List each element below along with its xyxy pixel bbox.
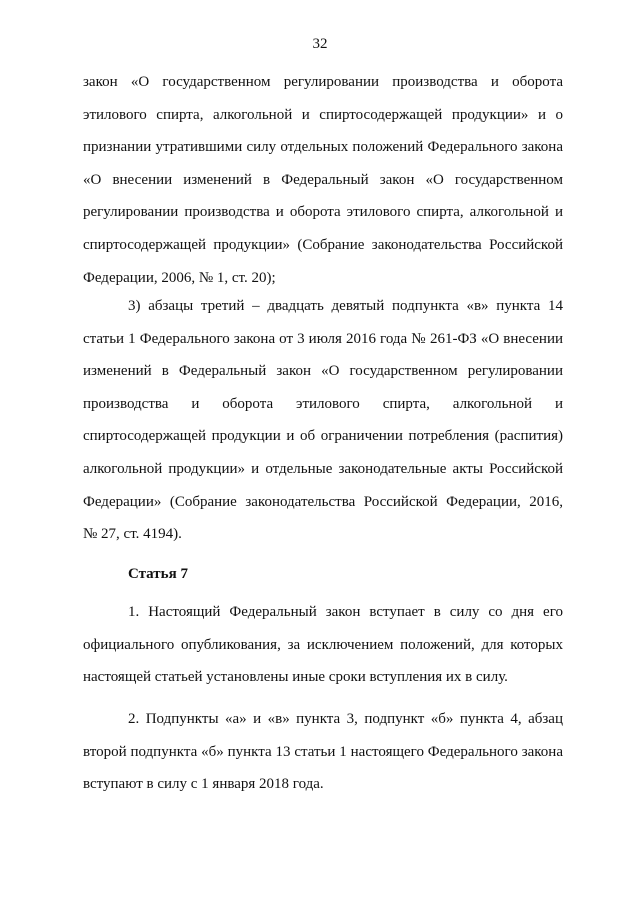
paragraph-line: «О внесении изменений в Федеральный закон «О государственном [83,171,563,188]
paragraph-line: вступают в силу с 1 января 2018 года. [83,776,324,793]
paragraph-line: Федерации, 2006, № 1, ст. 20); [83,269,276,286]
paragraph-line: этилового спирта, алкогольной и спиртосодержащей продукции» и о [83,106,563,123]
article-heading: Статья 7 [128,566,188,582]
paragraph-4 [83,703,563,801]
paragraph-line: признании утратившими силу отдельных положений Федерального закона [83,139,563,156]
paragraph-line: спиртосодержащей продукции и об ограничении потребления (распития) [83,428,563,445]
paragraph-1 [83,66,563,294]
paragraph-line: изменений в Федеральный закон «О государственном регулировании [83,363,563,380]
paragraph-line: производства и оборота этилового спирта, алкогольной и [83,395,563,412]
paragraph-line: спиртосодержащей продукции» (Собрание законодательства Российской [83,236,563,253]
paragraph-line: Федерации» (Собрание законодательства Российской Федерации, 2016, [83,493,563,510]
paragraph-line: второй подпункта «б» пункта 13 статьи 1 настоящего Федерального закона [83,743,563,760]
paragraph-line: 2. Подпункты «а» и «в» пункта 3, подпункт «б» пункта 4, абзац [128,711,563,727]
paragraph-2 [83,290,563,551]
page-number: 32 [312,36,328,52]
paragraph-line: закон «О государственном регулировании производства и оборота [83,74,563,90]
paragraph-line: настоящей статьей установлены иные сроки вступления их в силу. [83,669,508,686]
paragraph-line: № 27, ст. 4194). [83,526,182,543]
paragraph-line: официального опубликования, за исключением положений, для которых [83,636,563,653]
paragraph-3 [83,596,563,694]
paragraph-line: 3) абзацы третий – двадцать девятый подпункта «в» пункта 14 [128,298,563,314]
paragraph-line: алкогольной продукции» и отдельные законодательные акты Российской [83,460,563,477]
paragraph-line: статьи 1 Федерального закона от 3 июля 2016 года № 261-ФЗ «О внесении [83,330,563,347]
paragraph-line: регулировании производства и оборота этилового спирта, алкогольной и [83,204,563,221]
paragraph-line: 1. Настоящий Федеральный закон вступает в силу со дня его [128,604,563,620]
